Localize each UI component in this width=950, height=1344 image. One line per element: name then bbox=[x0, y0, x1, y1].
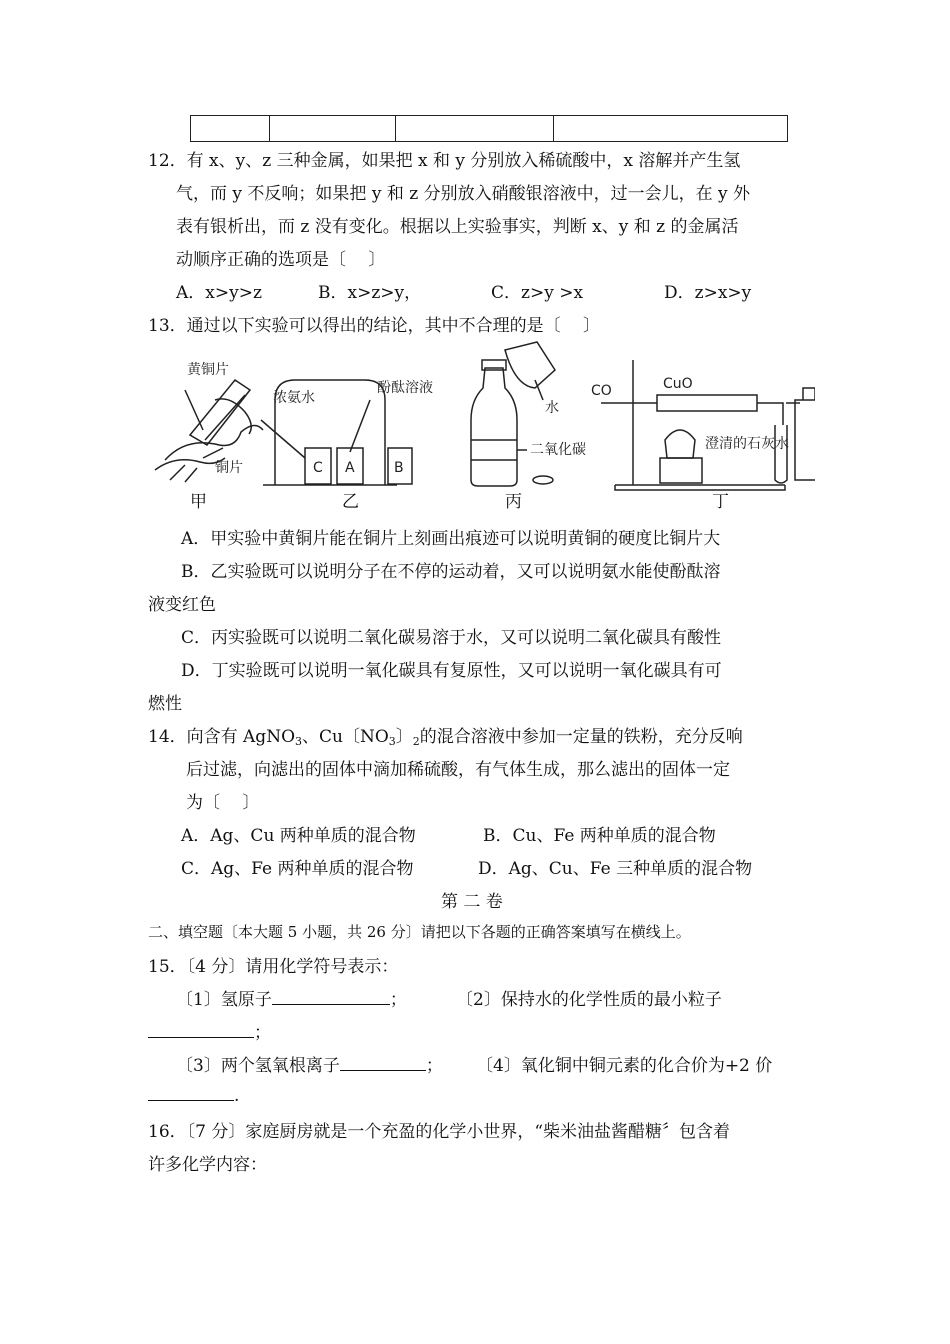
q15-line4 bbox=[148, 1084, 239, 1106]
caption-ding: 丁 bbox=[712, 492, 729, 512]
q13-stem: 13．通过以下实验可以得出的结论，其中不合理的是〔 〕 bbox=[148, 316, 601, 336]
section-title: 第 二 卷 bbox=[441, 892, 503, 912]
q15-line3 bbox=[176, 1051, 443, 1076]
q14-option-c: C．Ag、Fe 两种单质的混合物 bbox=[181, 859, 414, 879]
q13-option-a: A．甲实验中黄铜片能在铜片上刻画出痕迹可以说明黄铜的硬度比铜片大 bbox=[181, 529, 721, 549]
q15-sep: . bbox=[234, 1086, 240, 1106]
label-ammonia: 浓氨水 bbox=[273, 390, 315, 406]
q12-option-a: A．x>y>z bbox=[176, 283, 262, 303]
q14-option-a: A．Ag、Cu 两种单质的混合物 bbox=[181, 826, 416, 846]
q13-option-d-line2: 燃性 bbox=[148, 694, 182, 714]
table-cell bbox=[396, 116, 554, 141]
label-limewater: 澄清的石灰水 bbox=[705, 436, 789, 452]
q14-option-b: B．Cu、Fe 两种单质的混合物 bbox=[483, 826, 716, 846]
q15-part4: 〔4〕氧化铜中铜元素的化合价为+2 价 bbox=[476, 1056, 773, 1076]
q14-subscript: 3 bbox=[388, 735, 396, 748]
caption-bing: 丙 bbox=[505, 492, 522, 512]
q14-option-d: D．Ag、Cu、Fe 三种单质的混合物 bbox=[478, 859, 753, 879]
q13-option-b-line1: B．乙实验既可以说明分子在不停的运动着，又可以说明氨水能使酚酞溶 bbox=[181, 562, 721, 582]
answer-table bbox=[190, 115, 788, 142]
q15-stem: 15．〔4 分〕请用化学符号表示： bbox=[148, 957, 399, 977]
q12-option-c: C．z>y >x bbox=[491, 283, 584, 303]
section-intro: 二、填空题〔本大题 5 小题，共 26 分〕请把以下各题的正确答案填写在横线上。 bbox=[148, 923, 691, 941]
q15-sep: ； bbox=[425, 1056, 443, 1076]
q16-line2: 许多化学内容： bbox=[148, 1155, 267, 1175]
q14-subscript: 2 bbox=[412, 735, 420, 748]
label-cuo: CuO bbox=[663, 376, 693, 392]
q14-text: 的混合溶液中参加一定量的铁粉，充分反响 bbox=[419, 727, 743, 747]
table-cell bbox=[270, 116, 396, 141]
label-brass: 黄铜片 bbox=[187, 362, 229, 378]
q15-part1: 〔1〕氢原子 bbox=[176, 990, 272, 1010]
beaker-label: A bbox=[345, 460, 355, 476]
caption-yi: 乙 bbox=[342, 492, 359, 512]
q14-line1 bbox=[148, 722, 743, 748]
answer-blank[interactable] bbox=[148, 1021, 254, 1038]
label-phenolphthalein: 酚酞溶液 bbox=[377, 380, 433, 396]
q12-line4: 动顺序正确的选项是〔 〕 bbox=[176, 250, 386, 270]
label-water: 水 bbox=[545, 400, 559, 416]
answer-blank[interactable] bbox=[148, 1084, 234, 1101]
experiment-bing bbox=[471, 342, 555, 486]
q13-option-d-line1: D．丁实验既可以说明一氧化碳具有复原性，又可以说明一氧化碳具有可 bbox=[181, 661, 722, 681]
q15-line1 bbox=[176, 985, 407, 1010]
answer-blank[interactable] bbox=[340, 1054, 426, 1071]
q12-line2: 气，而 y 不反响；如果把 y 和 z 分别放入硝酸银溶液中，过一会儿，在 y 外 bbox=[176, 184, 750, 204]
q12-line1: 12．有 x、y、z 三种金属，如果把 x 和 y 分别放入稀硫酸中，x 溶解并产生氢 bbox=[148, 151, 741, 171]
q14-line2: 后过滤，向滤出的固体中滴加稀硫酸，有气体生成，那么滤出的固体一定 bbox=[186, 760, 730, 780]
q15-sep: ； bbox=[254, 1023, 271, 1043]
label-copper: 铜片 bbox=[215, 460, 243, 476]
q13-option-c: C．丙实验既可以说明二氧化碳易溶于水，又可以说明二氧化碳具有酸性 bbox=[181, 628, 722, 648]
label-co: CO bbox=[591, 383, 612, 399]
answer-blank[interactable] bbox=[272, 988, 390, 1005]
q14-subscript: 3 bbox=[295, 735, 303, 748]
q14-line3: 为〔 〕 bbox=[186, 793, 260, 813]
table-cell bbox=[554, 116, 787, 141]
q15-line2 bbox=[148, 1018, 271, 1043]
beaker-label: B bbox=[394, 460, 404, 476]
q13-option-b-line2: 液变红色 bbox=[148, 595, 216, 615]
label-co2: 二氧化碳 bbox=[530, 442, 586, 458]
q12-option-d: D．z>x>y bbox=[664, 283, 752, 303]
beaker-label: C bbox=[313, 460, 323, 476]
q15-part3: 〔3〕两个氢氧根离子 bbox=[176, 1056, 340, 1076]
table-cell bbox=[191, 116, 270, 141]
q15-sep: ； bbox=[389, 990, 407, 1010]
q15-part2: 〔2〕保持水的化学性质的最小粒子 bbox=[456, 990, 722, 1010]
q16-line1: 16．〔7 分〕家庭厨房就是一个充盈的化学小世界，“柴米油盐酱醋糖〞包含着 bbox=[148, 1122, 731, 1142]
q14-text: 14．向含有 AgNO bbox=[148, 727, 296, 747]
experiment-ding bbox=[601, 360, 815, 490]
caption-jia: 甲 bbox=[190, 492, 207, 512]
q12-option-b: B．x>z>y， bbox=[318, 283, 422, 303]
q14-text: 〕 bbox=[395, 727, 413, 747]
q14-text: 、Cu〔NO bbox=[302, 727, 389, 747]
q12-line3: 表有银析出，而 z 没有变化。根据以上实验事实，判断 x、y 和 z 的金属活 bbox=[176, 217, 739, 237]
experiment-jia bbox=[155, 380, 263, 482]
q13-figure bbox=[145, 340, 815, 510]
